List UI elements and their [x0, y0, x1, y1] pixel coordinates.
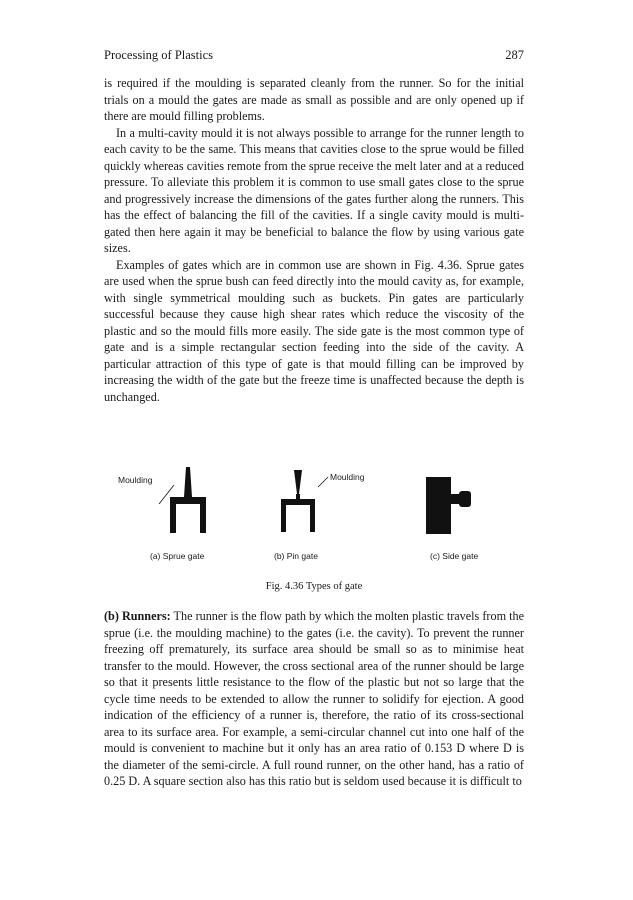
side-gate-diagram — [426, 477, 471, 534]
runners-paragraph — [104, 608, 524, 790]
runners-heading: (b) Runners: — [104, 609, 171, 623]
paragraph: Examples of gates which are in common use are shown in Fig. 4.36. Sprue gates are used when the sprue bush can feed directly into the mould cavity as, for example, with single symmetrical moulding such as buckets. Pin gates are particularly successful because they cause high shear rates which reduce the viscosity of the plastic and so the mould fills more easily. The side gate is the most common type of gate and is a simple rectangular section feeding into the side of the cavity. A particular attraction of this type of gate is that mould filling can be improved by increasing the width of the gate but the freeze time is unaffected because the depth is unchanged. — [104, 257, 524, 404]
pin-gate-label: (b) Pin gate — [274, 551, 318, 561]
figure-types-of-gate — [104, 427, 524, 577]
paragraph: is required if the moulding is separated cleanly from the runner. So for the initial trials on a mould the gates are made as small as possible and are only opened up if there are mould filling problems. — [104, 76, 524, 123]
chapter-title: Processing of Plastics — [104, 48, 214, 62]
side-gate-label: (c) Side gate — [430, 551, 479, 561]
figure-caption: Fig. 4.36 Types of gate — [265, 581, 363, 592]
runners-text: The runner is the flow path by which the molten plastic travels from the sprue (i.e. the moulding machine) to the gates (i.e. the cavity). To prevent the runner freezing off prematurely, its surface area should be small so as to minimise heat transfer to the mould. However, the cross sectional area of the runner should be large so that it presents little resistance to the flow of the plastic but not so large that the cycle time needs to be extended to allow the runner to solidify for ejection. A good indication of the efficiency of a runner is, therefore, the ratio of its cross-sectional area to its surface area. For example, a semi-circular channel cut into one half of the mould is convenient to machine but it only has an area ratio of 0.153 D where D is the diameter of the semi-circle. A full round runner, on the other hand, has a ratio of 0.25 D. A square section also has this ratio but is seldom used because it is difficult to — [104, 609, 525, 788]
moulding-label-b: Moulding — [330, 472, 365, 482]
moulding-label-a: Moulding — [118, 475, 153, 485]
sprue-gate-label: (a) Sprue gate — [150, 551, 205, 561]
page-number: 287 — [505, 48, 524, 62]
running-header — [104, 48, 524, 63]
pin-gate-diagram — [281, 470, 328, 532]
book-page — [104, 48, 524, 790]
sprue-gate-diagram — [159, 467, 206, 533]
paragraph: In a multi-cavity mould it is not always possible to arrange for the runner length to each cavity to be the same. This means that cavities close to the sprue would be filled quickly whereas cavities remote from the sprue receive the melt later and at a reduced pressure. To alleviate this problem it is common to use small gates close to the sprue and progressively increase the dimensions of the gates further along the runners. This has the effect of balancing the fill of the cavities. If a single cavity mould is multi-gated then here again it may be beneficial to balance the flow by using various gate sizes. — [104, 125, 524, 255]
